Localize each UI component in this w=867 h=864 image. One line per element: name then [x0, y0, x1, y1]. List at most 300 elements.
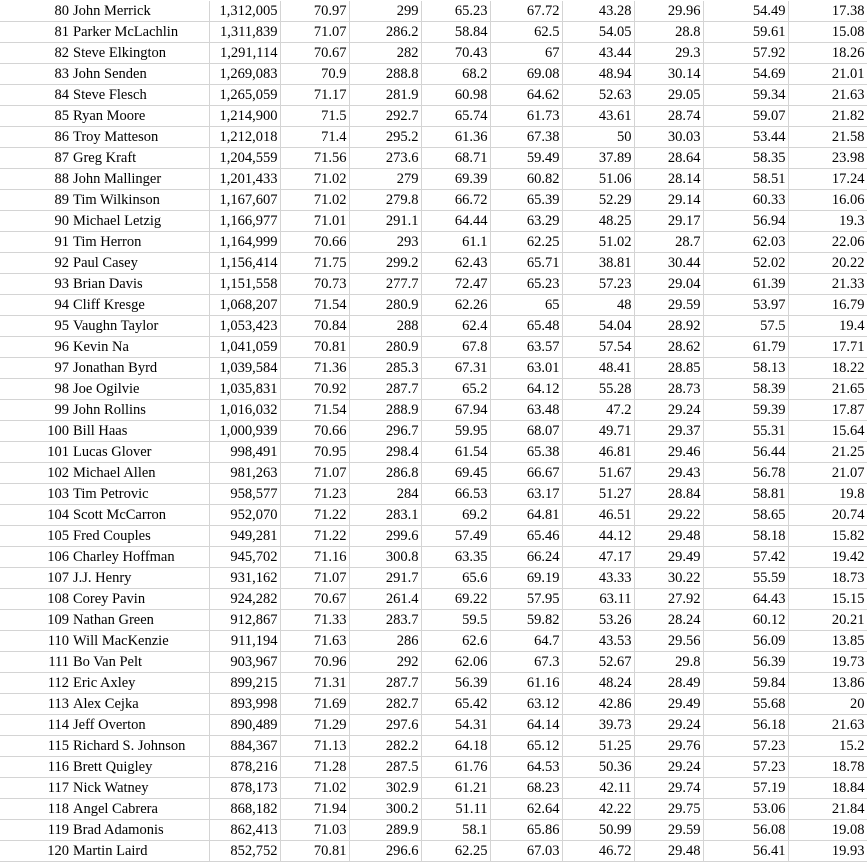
player-name-cell[interactable]: Michael Allen [72, 463, 209, 484]
stat-cell[interactable]: 15.2 [788, 736, 867, 757]
stat-cell[interactable]: 17.71 [788, 337, 867, 358]
greens-in-regulation-cell[interactable]: 62.25 [490, 232, 562, 253]
sand-save-cell[interactable]: 57.23 [562, 274, 634, 295]
driving-distance-cell[interactable]: 287.7 [349, 673, 421, 694]
scrambling-cell[interactable]: 62.03 [703, 232, 788, 253]
driving-distance-cell[interactable]: 287.5 [349, 757, 421, 778]
driving-distance-cell[interactable]: 279 [349, 169, 421, 190]
rank-cell[interactable]: 88 [0, 169, 72, 190]
scoring-avg-cell[interactable]: 70.67 [280, 589, 349, 610]
rank-cell[interactable]: 95 [0, 316, 72, 337]
scrambling-cell[interactable]: 56.39 [703, 652, 788, 673]
driving-distance-cell[interactable]: 281.9 [349, 85, 421, 106]
money-cell[interactable]: 931,162 [209, 568, 280, 589]
scoring-avg-cell[interactable]: 70.66 [280, 232, 349, 253]
money-cell[interactable]: 945,702 [209, 547, 280, 568]
stat-cell[interactable]: 18.26 [788, 43, 867, 64]
rank-cell[interactable]: 80 [0, 1, 72, 22]
greens-in-regulation-cell[interactable]: 67.3 [490, 652, 562, 673]
driving-accuracy-cell[interactable]: 59.95 [421, 421, 490, 442]
driving-accuracy-cell[interactable]: 61.21 [421, 778, 490, 799]
driving-distance-cell[interactable]: 280.9 [349, 295, 421, 316]
greens-in-regulation-cell[interactable]: 67.03 [490, 841, 562, 862]
scrambling-cell[interactable]: 58.51 [703, 169, 788, 190]
player-name-cell[interactable]: Brian Davis [72, 274, 209, 295]
player-name-cell[interactable]: John Rollins [72, 400, 209, 421]
sand-save-cell[interactable]: 47.17 [562, 547, 634, 568]
driving-distance-cell[interactable]: 287.7 [349, 379, 421, 400]
putts-cell[interactable]: 29.43 [634, 463, 703, 484]
driving-accuracy-cell[interactable]: 61.36 [421, 127, 490, 148]
stat-cell[interactable]: 16.79 [788, 295, 867, 316]
sand-save-cell[interactable]: 51.02 [562, 232, 634, 253]
driving-distance-cell[interactable]: 292 [349, 652, 421, 673]
money-cell[interactable]: 1,068,207 [209, 295, 280, 316]
player-name-cell[interactable]: Eric Axley [72, 673, 209, 694]
driving-accuracy-cell[interactable]: 66.53 [421, 484, 490, 505]
scrambling-cell[interactable]: 57.42 [703, 547, 788, 568]
stat-cell[interactable]: 21.25 [788, 442, 867, 463]
player-name-cell[interactable]: Greg Kraft [72, 148, 209, 169]
driving-distance-cell[interactable]: 261.4 [349, 589, 421, 610]
money-cell[interactable]: 924,282 [209, 589, 280, 610]
rank-cell[interactable]: 106 [0, 547, 72, 568]
scrambling-cell[interactable]: 57.19 [703, 778, 788, 799]
scrambling-cell[interactable]: 56.78 [703, 463, 788, 484]
money-cell[interactable]: 1,164,999 [209, 232, 280, 253]
player-name-cell[interactable]: Troy Matteson [72, 127, 209, 148]
putts-cell[interactable]: 30.14 [634, 64, 703, 85]
greens-in-regulation-cell[interactable]: 64.12 [490, 379, 562, 400]
money-cell[interactable]: 862,413 [209, 820, 280, 841]
driving-accuracy-cell[interactable]: 65.42 [421, 694, 490, 715]
stat-cell[interactable]: 19.3 [788, 211, 867, 232]
stat-cell[interactable]: 15.08 [788, 22, 867, 43]
stat-cell[interactable]: 19.8 [788, 484, 867, 505]
scrambling-cell[interactable]: 60.12 [703, 610, 788, 631]
rank-cell[interactable]: 92 [0, 253, 72, 274]
scoring-avg-cell[interactable]: 71.07 [280, 22, 349, 43]
scoring-avg-cell[interactable]: 71.29 [280, 715, 349, 736]
putts-cell[interactable]: 28.85 [634, 358, 703, 379]
sand-save-cell[interactable]: 48.25 [562, 211, 634, 232]
rank-cell[interactable]: 109 [0, 610, 72, 631]
rank-cell[interactable]: 118 [0, 799, 72, 820]
scoring-avg-cell[interactable]: 71.54 [280, 295, 349, 316]
stat-cell[interactable]: 21.07 [788, 463, 867, 484]
greens-in-regulation-cell[interactable]: 65.71 [490, 253, 562, 274]
driving-accuracy-cell[interactable]: 65.74 [421, 106, 490, 127]
driving-accuracy-cell[interactable]: 64.44 [421, 211, 490, 232]
putts-cell[interactable]: 29.59 [634, 820, 703, 841]
rank-cell[interactable]: 83 [0, 64, 72, 85]
sand-save-cell[interactable]: 51.27 [562, 484, 634, 505]
driving-accuracy-cell[interactable]: 51.11 [421, 799, 490, 820]
scoring-avg-cell[interactable]: 70.92 [280, 379, 349, 400]
driving-accuracy-cell[interactable]: 67.94 [421, 400, 490, 421]
putts-cell[interactable]: 30.44 [634, 253, 703, 274]
driving-distance-cell[interactable]: 288 [349, 316, 421, 337]
rank-cell[interactable]: 85 [0, 106, 72, 127]
scoring-avg-cell[interactable]: 71.07 [280, 568, 349, 589]
scrambling-cell[interactable]: 59.61 [703, 22, 788, 43]
sand-save-cell[interactable]: 54.05 [562, 22, 634, 43]
rank-cell[interactable]: 115 [0, 736, 72, 757]
stat-cell[interactable]: 19.42 [788, 547, 867, 568]
sand-save-cell[interactable]: 46.81 [562, 442, 634, 463]
putts-cell[interactable]: 29.48 [634, 841, 703, 862]
scrambling-cell[interactable]: 56.41 [703, 841, 788, 862]
scrambling-cell[interactable]: 60.33 [703, 190, 788, 211]
greens-in-regulation-cell[interactable]: 67.72 [490, 1, 562, 22]
rank-cell[interactable]: 120 [0, 841, 72, 862]
stat-cell[interactable]: 19.4 [788, 316, 867, 337]
stat-cell[interactable]: 21.82 [788, 106, 867, 127]
greens-in-regulation-cell[interactable]: 69.08 [490, 64, 562, 85]
driving-distance-cell[interactable]: 296.7 [349, 421, 421, 442]
rank-cell[interactable]: 114 [0, 715, 72, 736]
stat-cell[interactable]: 15.15 [788, 589, 867, 610]
scoring-avg-cell[interactable]: 70.73 [280, 274, 349, 295]
sand-save-cell[interactable]: 49.71 [562, 421, 634, 442]
scrambling-cell[interactable]: 57.5 [703, 316, 788, 337]
driving-accuracy-cell[interactable]: 68.2 [421, 64, 490, 85]
scoring-avg-cell[interactable]: 71.5 [280, 106, 349, 127]
greens-in-regulation-cell[interactable]: 63.01 [490, 358, 562, 379]
stat-cell[interactable]: 20.74 [788, 505, 867, 526]
stat-cell[interactable]: 22.06 [788, 232, 867, 253]
greens-in-regulation-cell[interactable]: 65.39 [490, 190, 562, 211]
scoring-avg-cell[interactable]: 70.84 [280, 316, 349, 337]
scoring-avg-cell[interactable]: 71.28 [280, 757, 349, 778]
rank-cell[interactable]: 107 [0, 568, 72, 589]
putts-cell[interactable]: 29.56 [634, 631, 703, 652]
scrambling-cell[interactable]: 56.09 [703, 631, 788, 652]
putts-cell[interactable]: 29.04 [634, 274, 703, 295]
driving-accuracy-cell[interactable]: 58.1 [421, 820, 490, 841]
stat-cell[interactable]: 21.01 [788, 64, 867, 85]
stat-cell[interactable]: 20 [788, 694, 867, 715]
driving-distance-cell[interactable]: 286.8 [349, 463, 421, 484]
stat-cell[interactable]: 15.82 [788, 526, 867, 547]
rank-cell[interactable]: 86 [0, 127, 72, 148]
scoring-avg-cell[interactable]: 71.33 [280, 610, 349, 631]
sand-save-cell[interactable]: 46.72 [562, 841, 634, 862]
rank-cell[interactable]: 101 [0, 442, 72, 463]
putts-cell[interactable]: 29.37 [634, 421, 703, 442]
putts-cell[interactable]: 30.22 [634, 568, 703, 589]
money-cell[interactable]: 981,263 [209, 463, 280, 484]
greens-in-regulation-cell[interactable]: 64.14 [490, 715, 562, 736]
rank-cell[interactable]: 105 [0, 526, 72, 547]
driving-distance-cell[interactable]: 295.2 [349, 127, 421, 148]
player-name-cell[interactable]: Vaughn Taylor [72, 316, 209, 337]
player-name-cell[interactable]: Richard S. Johnson [72, 736, 209, 757]
stat-cell[interactable]: 18.78 [788, 757, 867, 778]
stat-cell[interactable]: 19.73 [788, 652, 867, 673]
sand-save-cell[interactable]: 47.2 [562, 400, 634, 421]
driving-distance-cell[interactable]: 282.2 [349, 736, 421, 757]
rank-cell[interactable]: 99 [0, 400, 72, 421]
greens-in-regulation-cell[interactable]: 65.86 [490, 820, 562, 841]
driving-distance-cell[interactable]: 300.2 [349, 799, 421, 820]
putts-cell[interactable]: 28.92 [634, 316, 703, 337]
scrambling-cell[interactable]: 59.84 [703, 673, 788, 694]
money-cell[interactable]: 884,367 [209, 736, 280, 757]
sand-save-cell[interactable]: 48.41 [562, 358, 634, 379]
money-cell[interactable]: 911,194 [209, 631, 280, 652]
greens-in-regulation-cell[interactable]: 67.38 [490, 127, 562, 148]
driving-distance-cell[interactable]: 300.8 [349, 547, 421, 568]
greens-in-regulation-cell[interactable]: 63.48 [490, 400, 562, 421]
money-cell[interactable]: 1,311,839 [209, 22, 280, 43]
rank-cell[interactable]: 93 [0, 274, 72, 295]
scrambling-cell[interactable]: 58.39 [703, 379, 788, 400]
driving-accuracy-cell[interactable]: 60.98 [421, 85, 490, 106]
putts-cell[interactable]: 28.73 [634, 379, 703, 400]
player-name-cell[interactable]: Parker McLachlin [72, 22, 209, 43]
money-cell[interactable]: 1,041,059 [209, 337, 280, 358]
sand-save-cell[interactable]: 51.67 [562, 463, 634, 484]
rank-cell[interactable]: 102 [0, 463, 72, 484]
driving-distance-cell[interactable]: 293 [349, 232, 421, 253]
putts-cell[interactable]: 28.84 [634, 484, 703, 505]
driving-accuracy-cell[interactable]: 62.6 [421, 631, 490, 652]
money-cell[interactable]: 878,216 [209, 757, 280, 778]
player-name-cell[interactable]: Nick Watney [72, 778, 209, 799]
scrambling-cell[interactable]: 52.02 [703, 253, 788, 274]
greens-in-regulation-cell[interactable]: 63.29 [490, 211, 562, 232]
player-name-cell[interactable]: Steve Elkington [72, 43, 209, 64]
sand-save-cell[interactable]: 51.06 [562, 169, 634, 190]
greens-in-regulation-cell[interactable]: 62.64 [490, 799, 562, 820]
money-cell[interactable]: 1,000,939 [209, 421, 280, 442]
scoring-avg-cell[interactable]: 71.31 [280, 673, 349, 694]
scrambling-cell[interactable]: 58.81 [703, 484, 788, 505]
money-cell[interactable]: 1,312,005 [209, 1, 280, 22]
stat-cell[interactable]: 17.87 [788, 400, 867, 421]
greens-in-regulation-cell[interactable]: 63.57 [490, 337, 562, 358]
sand-save-cell[interactable]: 46.51 [562, 505, 634, 526]
putts-cell[interactable]: 30.03 [634, 127, 703, 148]
scoring-avg-cell[interactable]: 71.02 [280, 190, 349, 211]
driving-accuracy-cell[interactable]: 72.47 [421, 274, 490, 295]
stat-cell[interactable]: 18.22 [788, 358, 867, 379]
scoring-avg-cell[interactable]: 71.16 [280, 547, 349, 568]
money-cell[interactable]: 1,204,559 [209, 148, 280, 169]
money-cell[interactable]: 903,967 [209, 652, 280, 673]
scrambling-cell[interactable]: 55.59 [703, 568, 788, 589]
putts-cell[interactable]: 28.14 [634, 169, 703, 190]
driving-accuracy-cell[interactable]: 56.39 [421, 673, 490, 694]
scoring-avg-cell[interactable]: 70.81 [280, 841, 349, 862]
putts-cell[interactable]: 29.74 [634, 778, 703, 799]
driving-accuracy-cell[interactable]: 65.23 [421, 1, 490, 22]
driving-distance-cell[interactable]: 277.7 [349, 274, 421, 295]
rank-cell[interactable]: 104 [0, 505, 72, 526]
money-cell[interactable]: 1,214,900 [209, 106, 280, 127]
greens-in-regulation-cell[interactable]: 66.24 [490, 547, 562, 568]
scoring-avg-cell[interactable]: 71.63 [280, 631, 349, 652]
player-name-cell[interactable]: Tim Wilkinson [72, 190, 209, 211]
greens-in-regulation-cell[interactable]: 65.12 [490, 736, 562, 757]
scoring-avg-cell[interactable]: 71.4 [280, 127, 349, 148]
driving-accuracy-cell[interactable]: 58.84 [421, 22, 490, 43]
stat-cell[interactable]: 13.86 [788, 673, 867, 694]
stat-cell[interactable]: 20.21 [788, 610, 867, 631]
sand-save-cell[interactable]: 52.63 [562, 85, 634, 106]
money-cell[interactable]: 893,998 [209, 694, 280, 715]
scrambling-cell[interactable]: 56.44 [703, 442, 788, 463]
rank-cell[interactable]: 81 [0, 22, 72, 43]
stat-cell[interactable]: 23.98 [788, 148, 867, 169]
putts-cell[interactable]: 28.7 [634, 232, 703, 253]
rank-cell[interactable]: 97 [0, 358, 72, 379]
putts-cell[interactable]: 28.8 [634, 22, 703, 43]
player-name-cell[interactable]: Michael Letzig [72, 211, 209, 232]
sand-save-cell[interactable]: 63.11 [562, 589, 634, 610]
money-cell[interactable]: 952,070 [209, 505, 280, 526]
driving-distance-cell[interactable]: 286 [349, 631, 421, 652]
money-cell[interactable]: 1,201,433 [209, 169, 280, 190]
player-name-cell[interactable]: Bill Haas [72, 421, 209, 442]
stat-cell[interactable]: 15.64 [788, 421, 867, 442]
sand-save-cell[interactable]: 50 [562, 127, 634, 148]
driving-distance-cell[interactable]: 291.7 [349, 568, 421, 589]
driving-accuracy-cell[interactable]: 65.2 [421, 379, 490, 400]
scrambling-cell[interactable]: 56.08 [703, 820, 788, 841]
stat-cell[interactable]: 20.22 [788, 253, 867, 274]
player-name-cell[interactable]: Brad Adamonis [72, 820, 209, 841]
scoring-avg-cell[interactable]: 71.17 [280, 85, 349, 106]
driving-distance-cell[interactable]: 292.7 [349, 106, 421, 127]
driving-accuracy-cell[interactable]: 67.8 [421, 337, 490, 358]
putts-cell[interactable]: 28.64 [634, 148, 703, 169]
putts-cell[interactable]: 28.74 [634, 106, 703, 127]
sand-save-cell[interactable]: 52.29 [562, 190, 634, 211]
money-cell[interactable]: 878,173 [209, 778, 280, 799]
driving-distance-cell[interactable]: 299.2 [349, 253, 421, 274]
rank-cell[interactable]: 91 [0, 232, 72, 253]
stat-cell[interactable]: 18.84 [788, 778, 867, 799]
player-name-cell[interactable]: Jeff Overton [72, 715, 209, 736]
putts-cell[interactable]: 29.24 [634, 715, 703, 736]
rank-cell[interactable]: 113 [0, 694, 72, 715]
stat-cell[interactable]: 21.58 [788, 127, 867, 148]
driving-distance-cell[interactable]: 286.2 [349, 22, 421, 43]
scoring-avg-cell[interactable]: 70.95 [280, 442, 349, 463]
rank-cell[interactable]: 103 [0, 484, 72, 505]
driving-accuracy-cell[interactable]: 62.4 [421, 316, 490, 337]
greens-in-regulation-cell[interactable]: 64.53 [490, 757, 562, 778]
money-cell[interactable]: 1,156,414 [209, 253, 280, 274]
greens-in-regulation-cell[interactable]: 65.38 [490, 442, 562, 463]
scoring-avg-cell[interactable]: 71.22 [280, 526, 349, 547]
money-cell[interactable]: 868,182 [209, 799, 280, 820]
driving-accuracy-cell[interactable]: 70.43 [421, 43, 490, 64]
money-cell[interactable]: 1,166,977 [209, 211, 280, 232]
greens-in-regulation-cell[interactable]: 68.07 [490, 421, 562, 442]
stat-cell[interactable]: 18.73 [788, 568, 867, 589]
money-cell[interactable]: 1,151,558 [209, 274, 280, 295]
rank-cell[interactable]: 116 [0, 757, 72, 778]
player-name-cell[interactable]: Brett Quigley [72, 757, 209, 778]
scoring-avg-cell[interactable]: 71.36 [280, 358, 349, 379]
putts-cell[interactable]: 29.24 [634, 400, 703, 421]
rank-cell[interactable]: 94 [0, 295, 72, 316]
driving-accuracy-cell[interactable]: 62.26 [421, 295, 490, 316]
sand-save-cell[interactable]: 55.28 [562, 379, 634, 400]
player-name-cell[interactable]: Paul Casey [72, 253, 209, 274]
driving-distance-cell[interactable]: 282 [349, 43, 421, 64]
putts-cell[interactable]: 27.92 [634, 589, 703, 610]
driving-accuracy-cell[interactable]: 69.22 [421, 589, 490, 610]
scrambling-cell[interactable]: 61.79 [703, 337, 788, 358]
putts-cell[interactable]: 29.22 [634, 505, 703, 526]
driving-distance-cell[interactable]: 283.7 [349, 610, 421, 631]
driving-accuracy-cell[interactable]: 61.76 [421, 757, 490, 778]
sand-save-cell[interactable]: 43.53 [562, 631, 634, 652]
driving-distance-cell[interactable]: 280.9 [349, 337, 421, 358]
player-name-cell[interactable]: Steve Flesch [72, 85, 209, 106]
greens-in-regulation-cell[interactable]: 60.82 [490, 169, 562, 190]
scrambling-cell[interactable]: 53.44 [703, 127, 788, 148]
scrambling-cell[interactable]: 53.06 [703, 799, 788, 820]
money-cell[interactable]: 949,281 [209, 526, 280, 547]
player-name-cell[interactable]: Bo Van Pelt [72, 652, 209, 673]
player-name-cell[interactable]: John Mallinger [72, 169, 209, 190]
money-cell[interactable]: 899,215 [209, 673, 280, 694]
player-name-cell[interactable]: Angel Cabrera [72, 799, 209, 820]
stat-cell[interactable]: 21.63 [788, 715, 867, 736]
money-cell[interactable]: 912,867 [209, 610, 280, 631]
greens-in-regulation-cell[interactable]: 67 [490, 43, 562, 64]
scoring-avg-cell[interactable]: 71.13 [280, 736, 349, 757]
driving-accuracy-cell[interactable]: 59.5 [421, 610, 490, 631]
scrambling-cell[interactable]: 53.97 [703, 295, 788, 316]
player-name-cell[interactable]: Fred Couples [72, 526, 209, 547]
money-cell[interactable]: 1,016,032 [209, 400, 280, 421]
scrambling-cell[interactable]: 59.39 [703, 400, 788, 421]
sand-save-cell[interactable]: 37.89 [562, 148, 634, 169]
putts-cell[interactable]: 29.8 [634, 652, 703, 673]
putts-cell[interactable]: 29.46 [634, 442, 703, 463]
putts-cell[interactable]: 29.3 [634, 43, 703, 64]
scoring-avg-cell[interactable]: 70.81 [280, 337, 349, 358]
player-name-cell[interactable]: Kevin Na [72, 337, 209, 358]
sand-save-cell[interactable]: 43.28 [562, 1, 634, 22]
greens-in-regulation-cell[interactable]: 65.23 [490, 274, 562, 295]
rank-cell[interactable]: 87 [0, 148, 72, 169]
money-cell[interactable]: 1,035,831 [209, 379, 280, 400]
greens-in-regulation-cell[interactable]: 65.46 [490, 526, 562, 547]
stat-cell[interactable]: 16.06 [788, 190, 867, 211]
player-name-cell[interactable]: John Senden [72, 64, 209, 85]
scrambling-cell[interactable]: 58.65 [703, 505, 788, 526]
money-cell[interactable]: 1,053,423 [209, 316, 280, 337]
sand-save-cell[interactable]: 54.04 [562, 316, 634, 337]
player-name-cell[interactable]: Ryan Moore [72, 106, 209, 127]
sand-save-cell[interactable]: 50.99 [562, 820, 634, 841]
rank-cell[interactable]: 110 [0, 631, 72, 652]
scrambling-cell[interactable]: 59.34 [703, 85, 788, 106]
sand-save-cell[interactable]: 42.86 [562, 694, 634, 715]
putts-cell[interactable]: 29.14 [634, 190, 703, 211]
money-cell[interactable]: 1,269,083 [209, 64, 280, 85]
rank-cell[interactable]: 89 [0, 190, 72, 211]
rank-cell[interactable]: 98 [0, 379, 72, 400]
stat-cell[interactable]: 19.08 [788, 820, 867, 841]
